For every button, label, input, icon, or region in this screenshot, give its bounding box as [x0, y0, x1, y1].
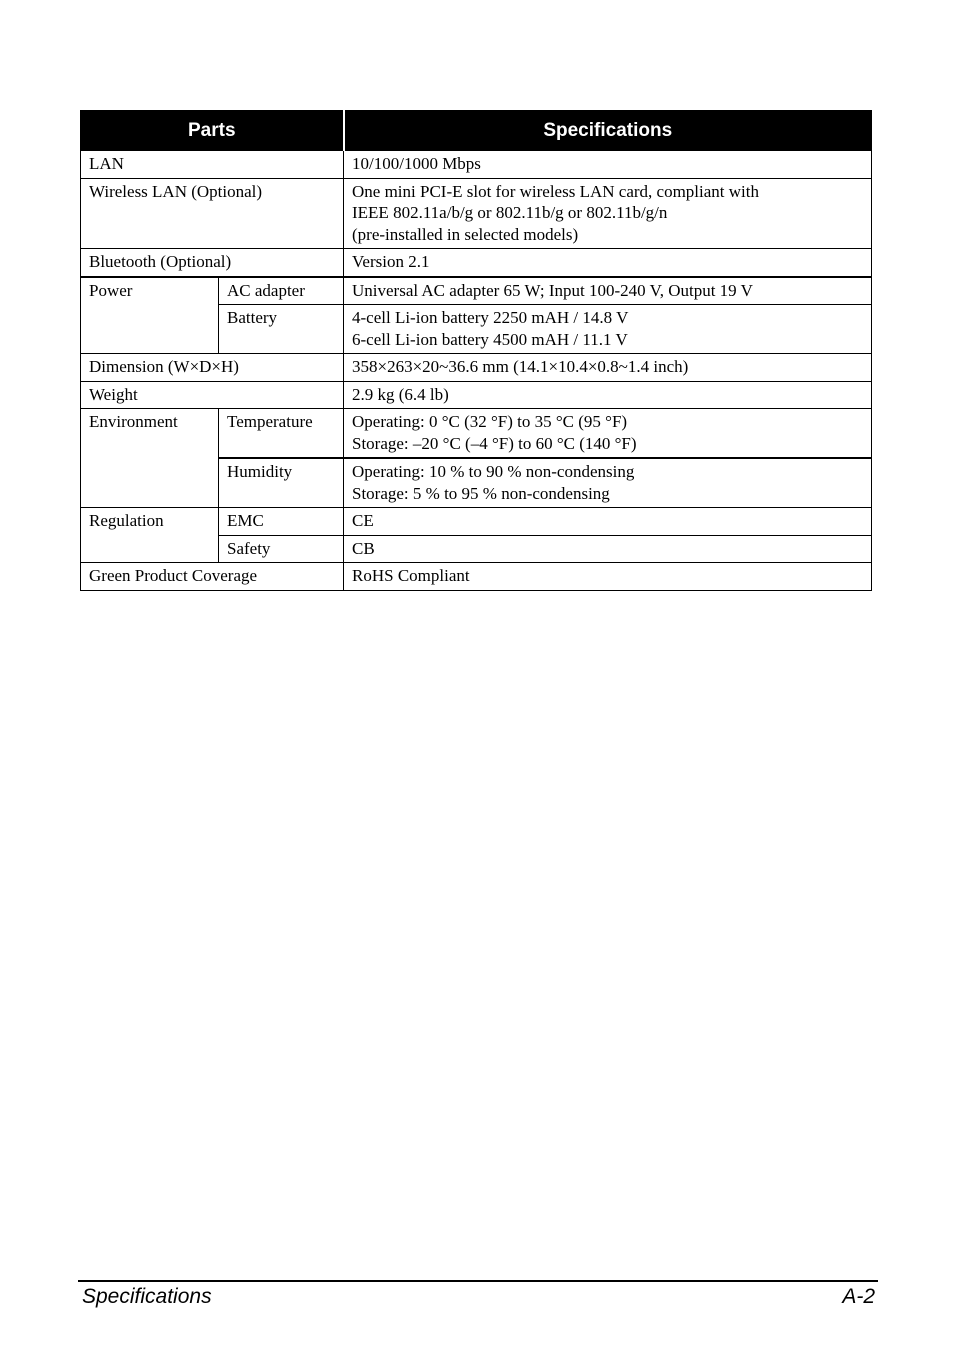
- part-dimension: Dimension (W×D×H): [81, 354, 344, 382]
- part-weight: Weight: [81, 381, 344, 409]
- subpart-ac-adapter: AC adapter: [219, 277, 344, 305]
- table-row-environment-temperature: [81, 409, 872, 459]
- table-row-power-ac-adapter: [81, 277, 872, 305]
- subpart-battery: Battery: [219, 305, 344, 354]
- spec-emc: CE: [344, 508, 872, 536]
- spec-dimension: 358×263×20~36.6 mm (14.1×10.4×0.8~1.4 inch): [344, 354, 872, 382]
- subpart-safety: Safety: [219, 535, 344, 563]
- spec-line: Storage: –20 °C (–4 °F) to 60 °C (140 °F): [352, 433, 637, 453]
- spec-temperature: [344, 409, 872, 459]
- spec-line: 6-cell Li-ion battery 4500 mAH / 11.1 V: [352, 329, 628, 349]
- part-bluetooth: Bluetooth (Optional): [81, 249, 344, 277]
- table-row-green-product: [81, 563, 872, 591]
- footer-divider: [78, 1280, 878, 1282]
- spec-weight: 2.9 kg (6.4 lb): [344, 381, 872, 409]
- parts-column-header: Parts: [81, 111, 344, 151]
- spec-line: One mini PCI-E slot for wireless LAN card, compliant with: [352, 181, 759, 201]
- table-row-lan: [81, 151, 872, 179]
- table-row-weight: [81, 381, 872, 409]
- part-wireless-lan: Wireless LAN (Optional): [81, 178, 344, 249]
- spec-lan: 10/100/1000 Mbps: [344, 151, 872, 179]
- spec-line: Operating: 0 °C (32 °F) to 35 °C (95 °F): [352, 412, 628, 431]
- table-header-row: [81, 111, 872, 151]
- spec-humidity: [344, 458, 872, 508]
- spec-wireless-lan: [344, 178, 872, 249]
- part-lan: LAN: [81, 151, 344, 179]
- specifications-table: [80, 110, 872, 591]
- part-environment: Environment: [81, 409, 219, 508]
- spec-safety: CB: [344, 535, 872, 563]
- table-row-wireless-lan: [81, 178, 872, 249]
- spec-line: Operating: 10 % to 90 % non-condensing: [352, 462, 635, 481]
- table-row-bluetooth: [81, 249, 872, 277]
- spec-ac-adapter: Universal AC adapter 65 W; Input 100-240 V, Output 19 V: [344, 277, 872, 305]
- spec-line: (pre-installed in selected models): [352, 224, 579, 244]
- spec-line: IEEE 802.11a/b/g or 802.11b/g or 802.11b/g/n: [352, 203, 668, 222]
- subpart-humidity: Humidity: [219, 458, 344, 508]
- part-green-product: Green Product Coverage: [81, 563, 344, 591]
- specifications-column-header: Specifications: [344, 111, 872, 151]
- spec-line: Storage: 5 % to 95 % non-condensing: [352, 483, 610, 503]
- subpart-temperature: Temperature: [219, 409, 344, 459]
- table-row-regulation-emc: [81, 508, 872, 536]
- table-row-dimension: [81, 354, 872, 382]
- spec-bluetooth: Version 2.1: [344, 249, 872, 277]
- footer-section-title: Specifications: [82, 1285, 212, 1308]
- part-power: Power: [81, 277, 219, 354]
- spec-green-product: RoHS Compliant: [344, 563, 872, 591]
- spec-battery: [344, 305, 872, 354]
- spec-line: 4-cell Li-ion battery 2250 mAH / 14.8 V: [352, 308, 629, 327]
- footer-page-number: A-2: [842, 1285, 875, 1308]
- part-regulation: Regulation: [81, 508, 219, 563]
- subpart-emc: EMC: [219, 508, 344, 536]
